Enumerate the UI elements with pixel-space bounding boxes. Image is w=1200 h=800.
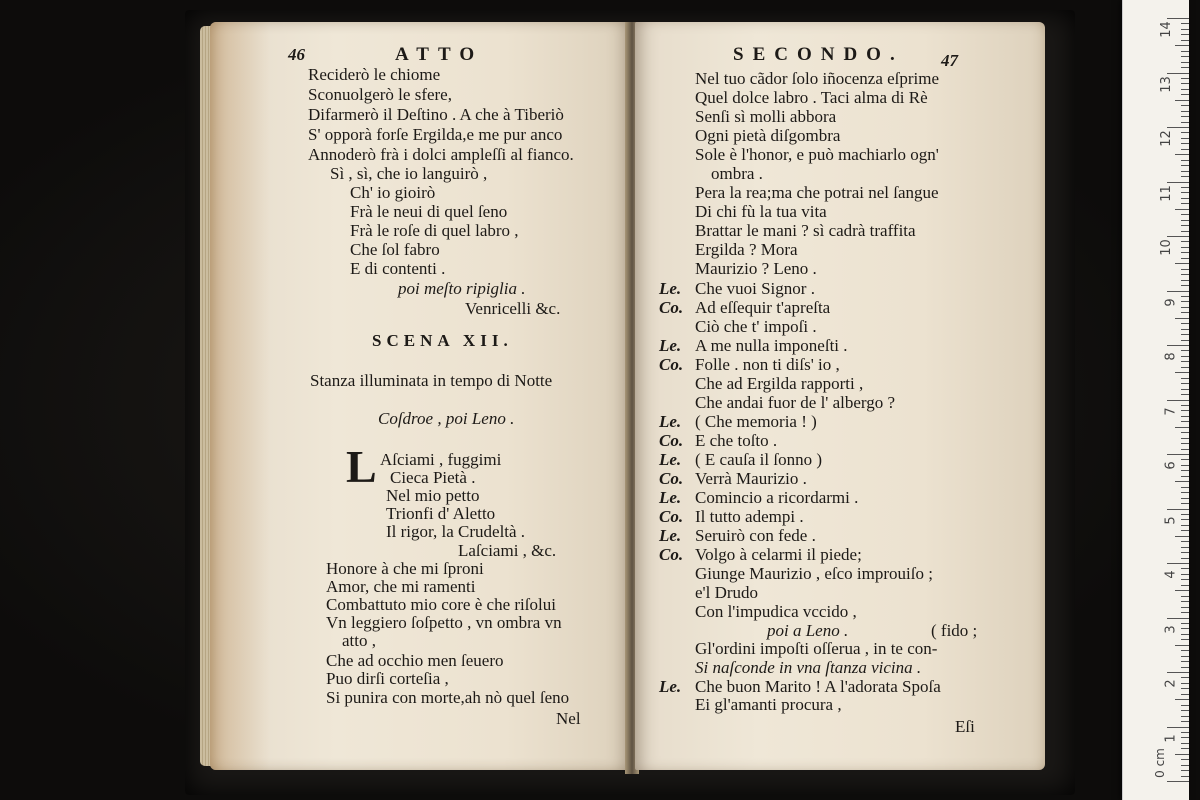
scene-setting: Stanza illuminata in tempo di Notte xyxy=(310,371,553,390)
ruler-tick xyxy=(1181,51,1189,52)
ruler-number: 10 xyxy=(1159,239,1175,256)
ruler-tick xyxy=(1181,432,1189,433)
ruler-tick xyxy=(1181,410,1189,411)
ruler-tick xyxy=(1181,132,1189,133)
ruler-tick xyxy=(1181,56,1189,57)
ruler-tick xyxy=(1181,683,1189,684)
ruler-tick xyxy=(1181,269,1189,270)
ruler-tick xyxy=(1175,427,1189,428)
ruler-tick xyxy=(1175,481,1189,482)
aria-line: Aſciami , fuggimi xyxy=(380,450,502,469)
ruler-tick xyxy=(1181,743,1189,744)
text-line: Ogni pietà diſgombra xyxy=(695,126,841,145)
ruler-tick xyxy=(1175,100,1189,101)
ruler-tick xyxy=(1181,416,1189,417)
ruler-tick xyxy=(1181,187,1189,188)
speaker-label: Le. xyxy=(659,450,682,469)
ruler-tick xyxy=(1167,73,1189,74)
ruler-tick xyxy=(1175,754,1189,755)
text-line: Che ſol fabro xyxy=(350,240,440,259)
dialogue-text: ( E cauſa il ſonno ) xyxy=(695,450,822,469)
ruler-tick xyxy=(1181,274,1189,275)
right-running-head: SECONDO. xyxy=(733,44,904,65)
ruler-tick xyxy=(1181,285,1189,286)
ruler-tick xyxy=(1181,530,1189,531)
dialogue-text: Volgo à celarmi il piede; xyxy=(695,545,862,564)
dialogue-text: Il tutto adempi . xyxy=(695,507,804,526)
ruler-tick xyxy=(1181,628,1189,629)
ruler-number: 7 xyxy=(1163,406,1179,416)
ruler-tick xyxy=(1181,421,1189,422)
ruler-tick xyxy=(1181,312,1189,313)
ruler-tick xyxy=(1181,225,1189,226)
text-line: Brattar le mani ? sì cadrà traffita xyxy=(695,221,916,240)
ruler-tick xyxy=(1167,509,1189,510)
ruler-tick xyxy=(1167,400,1189,401)
ruler-tick xyxy=(1175,590,1189,591)
ruler-tick xyxy=(1181,34,1189,35)
ruler-tick xyxy=(1167,236,1189,237)
recit-line: Vn leggiero ſoſpetto , vn ombra vn xyxy=(326,613,562,632)
text-line: ( fido ; xyxy=(931,621,978,640)
ruler-tick xyxy=(1181,737,1189,738)
ruler-tick xyxy=(1181,67,1189,68)
ruler-tick xyxy=(1181,623,1189,624)
ruler-tick xyxy=(1181,323,1189,324)
text-line: S' opporà forſe Ergilda,e me pur anco xyxy=(308,125,563,144)
ruler-tick xyxy=(1181,465,1189,466)
left-page xyxy=(210,22,630,770)
ruler-tick xyxy=(1181,62,1189,63)
dialogue-text: Ad eſſequir t'apreſta xyxy=(695,298,831,317)
aria-line: Laſciami , &c. xyxy=(458,541,557,560)
ruler-tick xyxy=(1181,334,1189,335)
dialogue-text: Che buon Marito ! A l'adorata Spoſa xyxy=(695,677,941,696)
ruler-tick xyxy=(1181,650,1189,651)
ruler-tick xyxy=(1181,721,1189,722)
ruler-unit-label: 0 cm xyxy=(1153,748,1168,778)
speaker-label: Co. xyxy=(659,469,684,488)
text-line: ombra . xyxy=(711,164,763,183)
text-line: Sole è l'honor, e può machiarlo ogn' xyxy=(695,145,939,164)
ruler-tick xyxy=(1175,209,1189,210)
ruler-number: 4 xyxy=(1163,570,1179,579)
catchword: Nel xyxy=(556,709,581,728)
ruler-tick xyxy=(1181,776,1189,777)
ruler-tick xyxy=(1181,203,1189,204)
ruler-tick xyxy=(1181,568,1189,569)
recit-line: atto , xyxy=(342,631,376,650)
ruler-tick xyxy=(1181,438,1189,439)
ruler-tick xyxy=(1181,389,1189,390)
ruler-tick xyxy=(1181,449,1189,450)
text-line: Di chi fù la tua vita xyxy=(695,202,827,221)
ruler-tick xyxy=(1181,94,1189,95)
ruler-tick xyxy=(1181,748,1189,749)
ruler-tick xyxy=(1181,340,1189,341)
ruler-tick xyxy=(1181,143,1189,144)
ruler-tick xyxy=(1181,607,1189,608)
dialogue-text: Seruirò con fede . xyxy=(695,526,816,545)
dialogue-text: Che andai fuor de l' albergo ? xyxy=(695,393,896,412)
ruler-tick xyxy=(1181,258,1189,259)
dialogue-text: Che vuoi Signor . xyxy=(695,279,815,298)
ruler-tick xyxy=(1181,667,1189,668)
text-line: Gl'ordini impoſti oſſerua , in te con- xyxy=(695,639,938,658)
ruler-tick xyxy=(1181,138,1189,139)
ruler-tick xyxy=(1181,280,1189,281)
ruler-tick xyxy=(1181,585,1189,586)
ruler-tick xyxy=(1181,688,1189,689)
ruler-tick xyxy=(1181,476,1189,477)
ruler-tick xyxy=(1181,122,1189,123)
text-line: Venricelli &c. xyxy=(465,299,561,318)
speaker-label: Le. xyxy=(659,279,682,298)
aria-line: Trionfi d' Aletto xyxy=(386,504,496,523)
ruler-tick xyxy=(1181,29,1189,30)
text-line: Frà le neui di quel ſeno xyxy=(350,202,508,221)
dialogue-text: Folle . non ti diſs' io , xyxy=(695,355,840,374)
ruler-tick xyxy=(1167,727,1189,728)
text-line: Sconuolgerò le sfere, xyxy=(308,85,452,104)
recit-line: Si punira con morte,ah nò quel ſeno xyxy=(326,688,570,707)
ruler-number: 14 xyxy=(1159,21,1175,38)
dialogue-text: E che toſto . xyxy=(695,431,778,450)
text-line: Ergilda ? Mora xyxy=(695,240,798,259)
speaker-label: Le. xyxy=(659,488,682,507)
ruler-tick xyxy=(1181,525,1189,526)
text-line: Annoderò frà i dolci ampleſſi al fianco. xyxy=(308,145,574,164)
ruler-tick xyxy=(1181,552,1189,553)
ruler-tick xyxy=(1181,498,1189,499)
ruler-tick xyxy=(1181,83,1189,84)
speaker-label: Co. xyxy=(659,507,684,526)
text-line: Reciderò le chiome xyxy=(308,65,441,84)
ruler-tick xyxy=(1181,547,1189,548)
recit-line: Puo dirſi corteſia , xyxy=(326,669,449,688)
dialogue-text: ( Che memoria ! ) xyxy=(695,412,817,431)
ruler-tick xyxy=(1181,214,1189,215)
right-page-number: 47 xyxy=(941,51,958,70)
dialogue-text: Ei gl'amanti procura , xyxy=(695,695,842,714)
ruler-tick xyxy=(1181,89,1189,90)
ruler-tick xyxy=(1181,503,1189,504)
dialogue-text: Con l'impudica vccido , xyxy=(695,602,857,621)
stage-direction: Si naſconde in vna ſtanza vicina . xyxy=(695,658,922,677)
recit-line: Honore à che mi ſproni xyxy=(326,559,484,578)
text-line: Senſi sì molli abbora xyxy=(695,107,837,126)
ruler-tick xyxy=(1181,247,1189,248)
ruler-tick xyxy=(1175,536,1189,537)
ruler-tick xyxy=(1175,699,1189,700)
text-line: Quel dolce labro . Taci alma di Rè xyxy=(695,88,928,107)
ruler-number: 12 xyxy=(1159,130,1175,147)
text-line: E di contenti . xyxy=(350,259,446,278)
speaker-label: Co. xyxy=(659,298,684,317)
speaker-label: Co. xyxy=(659,545,684,564)
left-running-head: ATTO xyxy=(395,44,484,65)
ruler-tick xyxy=(1181,492,1189,493)
ruler-tick xyxy=(1181,105,1189,106)
ruler-tick xyxy=(1167,672,1189,673)
ruler-tick xyxy=(1181,198,1189,199)
ruler-tick xyxy=(1181,149,1189,150)
text-line: Difarmerò il Deſtino . A che à Tiberiò xyxy=(308,105,564,124)
ruler-tick xyxy=(1167,291,1189,292)
ruler-tick xyxy=(1181,639,1189,640)
ruler-tick xyxy=(1175,45,1189,46)
ruler-tick xyxy=(1175,318,1189,319)
ruler-tick xyxy=(1181,596,1189,597)
ruler-tick xyxy=(1181,356,1189,357)
ruler-tick xyxy=(1181,252,1189,253)
measuring-ruler xyxy=(1122,0,1189,800)
ruler-tick xyxy=(1181,165,1189,166)
ruler-tick xyxy=(1181,459,1189,460)
ruler-tick xyxy=(1175,645,1189,646)
dialogue-text: e'l Drudo xyxy=(695,583,759,602)
text-line: Ch' io gioirò xyxy=(350,183,436,202)
ruler-tick xyxy=(1181,759,1189,760)
ruler-tick xyxy=(1167,127,1189,128)
ruler-number: 5 xyxy=(1163,515,1179,525)
ruler-tick xyxy=(1181,378,1189,379)
ruler-tick xyxy=(1181,383,1189,384)
ruler-tick xyxy=(1181,23,1189,24)
speaker-label: Le. xyxy=(659,677,682,696)
text-line: Pera la rea;ma che potrai nel ſangue xyxy=(695,183,939,202)
ruler-tick xyxy=(1181,160,1189,161)
stage-direction: poi a Leno . xyxy=(767,621,849,640)
ruler-tick xyxy=(1181,241,1189,242)
ruler-tick xyxy=(1181,770,1189,771)
ruler-tick xyxy=(1181,470,1189,471)
aria-line: Nel mio petto xyxy=(386,486,480,505)
ruler-tick xyxy=(1181,220,1189,221)
ruler-tick xyxy=(1181,307,1189,308)
ruler-tick xyxy=(1181,634,1189,635)
ruler-tick xyxy=(1181,192,1189,193)
ruler-tick xyxy=(1181,519,1189,520)
scene-title: SCENA XII. xyxy=(372,331,513,350)
scene-characters: Coſdroe , poi Leno . xyxy=(378,409,515,428)
ruler-tick xyxy=(1181,716,1189,717)
ruler-tick xyxy=(1181,487,1189,488)
text-line: Maurizio ? Leno . xyxy=(695,259,817,278)
ruler-tick xyxy=(1181,541,1189,542)
ruler-tick xyxy=(1181,367,1189,368)
ruler-tick xyxy=(1181,329,1189,330)
ruler-number: 8 xyxy=(1163,352,1179,361)
drop-cap: L xyxy=(346,441,377,492)
recit-line: Amor, che mi ramenti xyxy=(326,577,476,596)
right-page xyxy=(635,22,1045,770)
ruler-tick xyxy=(1181,361,1189,362)
text-line: Nel tuo cãdor ſolo iñocenza eſprime xyxy=(695,69,940,88)
ruler-tick xyxy=(1175,263,1189,264)
dialogue-text: Ciò che t' impoſi . xyxy=(695,317,817,336)
ruler-number: 11 xyxy=(1159,184,1175,202)
open-book xyxy=(200,22,1045,774)
ruler-tick xyxy=(1181,601,1189,602)
ruler-number: 9 xyxy=(1163,297,1179,307)
ruler-tick xyxy=(1167,563,1189,564)
ruler-tick xyxy=(1181,558,1189,559)
dialogue-text: Verrà Maurizio . xyxy=(695,469,807,488)
ruler-number: 13 xyxy=(1159,75,1175,93)
ruler-tick xyxy=(1181,579,1189,580)
ruler-tick xyxy=(1181,661,1189,662)
ruler-tick xyxy=(1181,111,1189,112)
ruler-number: 6 xyxy=(1163,461,1179,470)
speaker-label: Co. xyxy=(659,431,684,450)
dialogue-text: A me nulla imponeſti . xyxy=(695,336,848,355)
ruler-number: 3 xyxy=(1163,624,1179,634)
dialogue-text: Giunge Maurizio , eſco improuiſo ; xyxy=(695,564,933,583)
ruler-tick xyxy=(1167,781,1189,782)
ruler-tick xyxy=(1181,443,1189,444)
speaker-label: Le. xyxy=(659,336,682,355)
speaker-label: Le. xyxy=(659,412,682,431)
left-page-number: 46 xyxy=(288,45,305,64)
ruler-number: 2 xyxy=(1163,679,1179,688)
ruler-tick xyxy=(1181,394,1189,395)
ruler-tick xyxy=(1181,176,1189,177)
ruler-tick xyxy=(1181,171,1189,172)
recit-line: Che ad occhio men ſeuero xyxy=(326,651,504,670)
ruler-tick xyxy=(1181,231,1189,232)
ruler-tick xyxy=(1175,372,1189,373)
dialogue-text: Comincio a ricordarmi . xyxy=(695,488,859,507)
aria-line: Il rigor, la Crudeltà . xyxy=(386,522,526,541)
ruler-tick xyxy=(1181,296,1189,297)
ruler-tick xyxy=(1181,116,1189,117)
aria-line: Cieca Pietà . xyxy=(390,468,476,487)
ruler-tick xyxy=(1181,694,1189,695)
ruler-tick xyxy=(1167,345,1189,346)
ruler-tick xyxy=(1181,677,1189,678)
ruler-tick xyxy=(1167,182,1189,183)
speaker-label: Le. xyxy=(659,526,682,545)
ruler-tick xyxy=(1167,18,1189,19)
ruler-tick xyxy=(1181,40,1189,41)
catchword: Eſi xyxy=(955,717,975,736)
ruler-tick xyxy=(1181,705,1189,706)
ruler-tick xyxy=(1181,656,1189,657)
ruler-tick xyxy=(1181,78,1189,79)
stage-direction: poi meſto ripiglia . xyxy=(398,279,526,298)
ruler-number: 1 xyxy=(1163,733,1179,743)
ruler-tick xyxy=(1181,405,1189,406)
text-line: Frà le roſe di quel labro , xyxy=(350,221,519,240)
ruler-tick xyxy=(1175,154,1189,155)
ruler-tick xyxy=(1181,710,1189,711)
text-line: Sì , sì, che io languirò , xyxy=(330,164,488,183)
ruler-tick xyxy=(1181,574,1189,575)
ruler-tick xyxy=(1181,350,1189,351)
speaker-label: Co. xyxy=(659,355,684,374)
page-stain xyxy=(210,22,270,770)
ruler-tick xyxy=(1181,612,1189,613)
ruler-tick xyxy=(1181,765,1189,766)
ruler-tick xyxy=(1181,514,1189,515)
ruler-tick xyxy=(1181,732,1189,733)
recit-line: Combattuto mio core è che riſolui xyxy=(326,595,556,614)
ruler-tick xyxy=(1167,454,1189,455)
ruler-tick xyxy=(1181,301,1189,302)
ruler-tick xyxy=(1167,618,1189,619)
dialogue-text: Che ad Ergilda rapporti , xyxy=(695,374,864,393)
